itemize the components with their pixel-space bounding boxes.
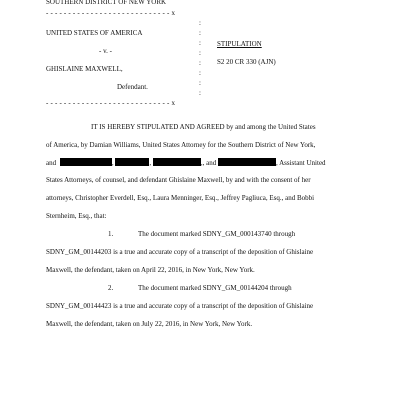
intro-line-5: attorneys, Christopher Everdell, Esq., Laura Menninger, Esq., Jeffrey Pagliuca, Esq., and Bobbi <box>46 194 315 202</box>
caption-defendant-label: Defendant. <box>117 83 148 91</box>
item-1-line-2: SDNY_GM_00144203 is a true and accurate copy of a transcript of the deposition of Ghislaine <box>46 248 314 256</box>
item-number: 1. <box>108 230 114 238</box>
item-2-line-1: The document marked SDNY_GM_00144204 through <box>138 284 292 292</box>
and-word: , and <box>202 159 217 167</box>
and-word: and <box>46 159 57 167</box>
caption-colon: : <box>199 39 201 47</box>
item-1-line-3: Maxwell, the defendant, taken on April 22, 2016, in New York, New York. <box>46 266 255 274</box>
caption-colon: : <box>199 19 201 27</box>
caption-colon: : <box>199 69 201 77</box>
separator-comma: , <box>111 159 114 167</box>
caption-dashline-bottom: - - - - - - - - - - - - - - - - - - - - - - - - - - - - x <box>46 99 176 107</box>
redaction-bar <box>218 158 276 166</box>
intro-line-2: of America, by Damian Williams, United States Attorney for the Southern District of New York, <box>46 141 316 149</box>
separator-comma: , <box>200 159 203 167</box>
caption-colon: : <box>199 89 201 97</box>
item-number: 2. <box>108 284 114 292</box>
caption-defendant-name: GHISLAINE MAXWELL, <box>46 65 123 73</box>
document-title: STIPULATION <box>217 40 262 48</box>
redaction-bar <box>115 158 152 167</box>
intro-line-1: IT IS HEREBY STIPULATED AND AGREED by and among the United States <box>91 123 316 131</box>
caption-colon: : <box>199 59 201 67</box>
redaction-bar <box>153 158 201 166</box>
caption-dashline-top: - - - - - - - - - - - - - - - - - - - - - - - - - - - - x <box>46 9 176 17</box>
redaction-bar <box>60 158 112 166</box>
intro-line-3-end: , Assistant United <box>275 159 326 167</box>
item-2-line-3: Maxwell, the defendant, taken on July 22, 2016, in New York, New York. <box>46 320 253 328</box>
caption-versus: - v. - <box>99 47 112 55</box>
intro-line-4: States Attorneys, of counsel, and defendant Ghislaine Maxwell, by and with the consent of her <box>46 176 311 184</box>
caption-colon: : <box>199 79 201 87</box>
intro-line-3 <box>46 158 326 168</box>
court-name: SOUTHERN DISTRICT OF NEW YORK <box>46 0 167 6</box>
caption-colon: : <box>199 49 201 57</box>
case-number: S2 20 CR 330 (AJN) <box>217 58 276 66</box>
separator-comma: , <box>149 159 152 167</box>
intro-line-6: Sternheim, Esq., that: <box>46 212 107 220</box>
caption-plaintiff: UNITED STATES OF AMERICA <box>46 29 143 37</box>
item-2-line-2: SDNY_GM_00144423 is a true and accurate copy of a transcript of the deposition of Ghislaine <box>46 302 314 310</box>
item-1-line-1: The document marked SDNY_GM_000143740 through <box>138 230 296 238</box>
caption-colon: : <box>199 29 201 37</box>
